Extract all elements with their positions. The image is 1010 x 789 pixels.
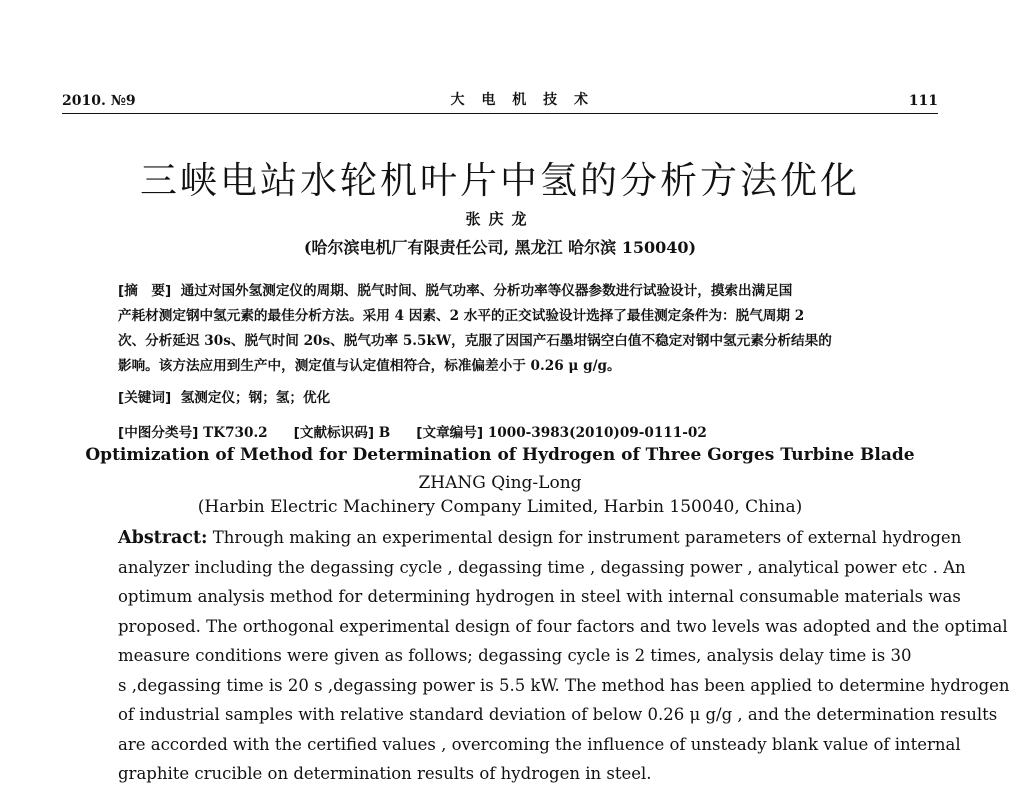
- abstract-chinese-label: [摘 要]: [118, 283, 172, 299]
- keywords-chinese: [118, 386, 884, 406]
- title-english: Optimization of Method for Determination of Hydrogen of Three Gorges Turbine Blade: [85, 445, 915, 465]
- abstract-english-line: graphite crucible on determination results of hydrogen in steel.: [118, 764, 652, 783]
- abstract-english-line: of industrial samples with relative standard deviation of below 0.26 μ g/g , and the determination results: [118, 705, 998, 724]
- header-rule: [62, 113, 938, 114]
- abstract-english-line: Abstract: Through making an experimental design for instrument parameters of external hydrogen: [118, 528, 962, 548]
- title-chinese: 三峡电站水轮机叶片中氢的分析方法优化: [140, 159, 860, 202]
- abstract-english-line: s ,degassing time is 20 s ,degassing power is 5.5 kW. The method has been applied to determine hydrogen: [118, 675, 1010, 695]
- abstract-english-line: measure conditions were given as follows; degassing cycle is 2 times, analysis delay time is 30: [118, 646, 912, 665]
- journal-name: 大 电 机 技 术: [450, 92, 594, 108]
- page-number: 111: [908, 93, 938, 109]
- abstract-english: [118, 523, 1010, 789]
- article-number-value: 1000-3983(2010)09-0111-02: [487, 425, 707, 441]
- keywords-label: [关键词]: [118, 390, 172, 406]
- doc-code-value: B: [378, 425, 391, 441]
- running-header: [62, 89, 938, 109]
- abstract-english-line: are accorded with the certified values , overcoming the influence of unsteady blank value of internal: [118, 734, 961, 754]
- abstract-chinese-line: 次、分析延迟 30s、脱气时间 20s、脱气功率 5.5kW，克服了因国产石墨坩锅空白值不稳定对钢中氢元素分析结果的: [118, 333, 832, 349]
- clc-label: [中图分类号]: [118, 425, 199, 441]
- classification-line: [118, 421, 884, 441]
- doc-code-label: [文献标识码]: [293, 425, 375, 441]
- abstract-chinese-line: 影响。该方法应用到生产中，测定值与认定值相符合，标准偏差小于 0.26 μ g/g。: [118, 358, 621, 374]
- issue-number: 2010. №9: [62, 93, 136, 109]
- abstract-english-line: analyzer including the degassing cycle , degassing time , degassing power , analytical power etc . An: [118, 557, 966, 577]
- clc-value: TK730.2: [203, 425, 268, 441]
- author-english: ZHANG Qing-Long: [418, 473, 582, 493]
- author-chinese: 张庆龙: [465, 210, 535, 228]
- affiliation-english: (Harbin Electric Machinery Company Limited, Harbin 150040, China): [197, 497, 803, 517]
- keywords-text: 氢测定仪；钢；氢；优化: [180, 390, 331, 406]
- affiliation-chinese: (哈尔滨电机厂有限责任公司, 黑龙江 哈尔滨 150040): [303, 238, 697, 257]
- abstract-english-line: proposed. The orthogonal experimental design of four factors and two levels was adopted and the optimal: [118, 616, 1008, 636]
- abstract-chinese-line: [摘 要] 通过对国外氢测定仪的周期、脱气时间、脱气功率、分析功率等仪器参数进行试验设计，摸索出满足国: [118, 283, 793, 299]
- abstract-chinese-line: 产耗材测定钢中氢元素的最佳分析方法。采用 4 因素、2 水平的正交试验设计选择了最佳测定条件为：脱气周期 2: [118, 308, 805, 324]
- abstract-chinese: [118, 279, 884, 379]
- abstract-english-line: optimum analysis method for determining hydrogen in steel with internal consumable materials was: [118, 587, 961, 606]
- article-number-label: [文章编号]: [416, 425, 484, 441]
- abstract-english-label: Abstract:: [118, 528, 208, 548]
